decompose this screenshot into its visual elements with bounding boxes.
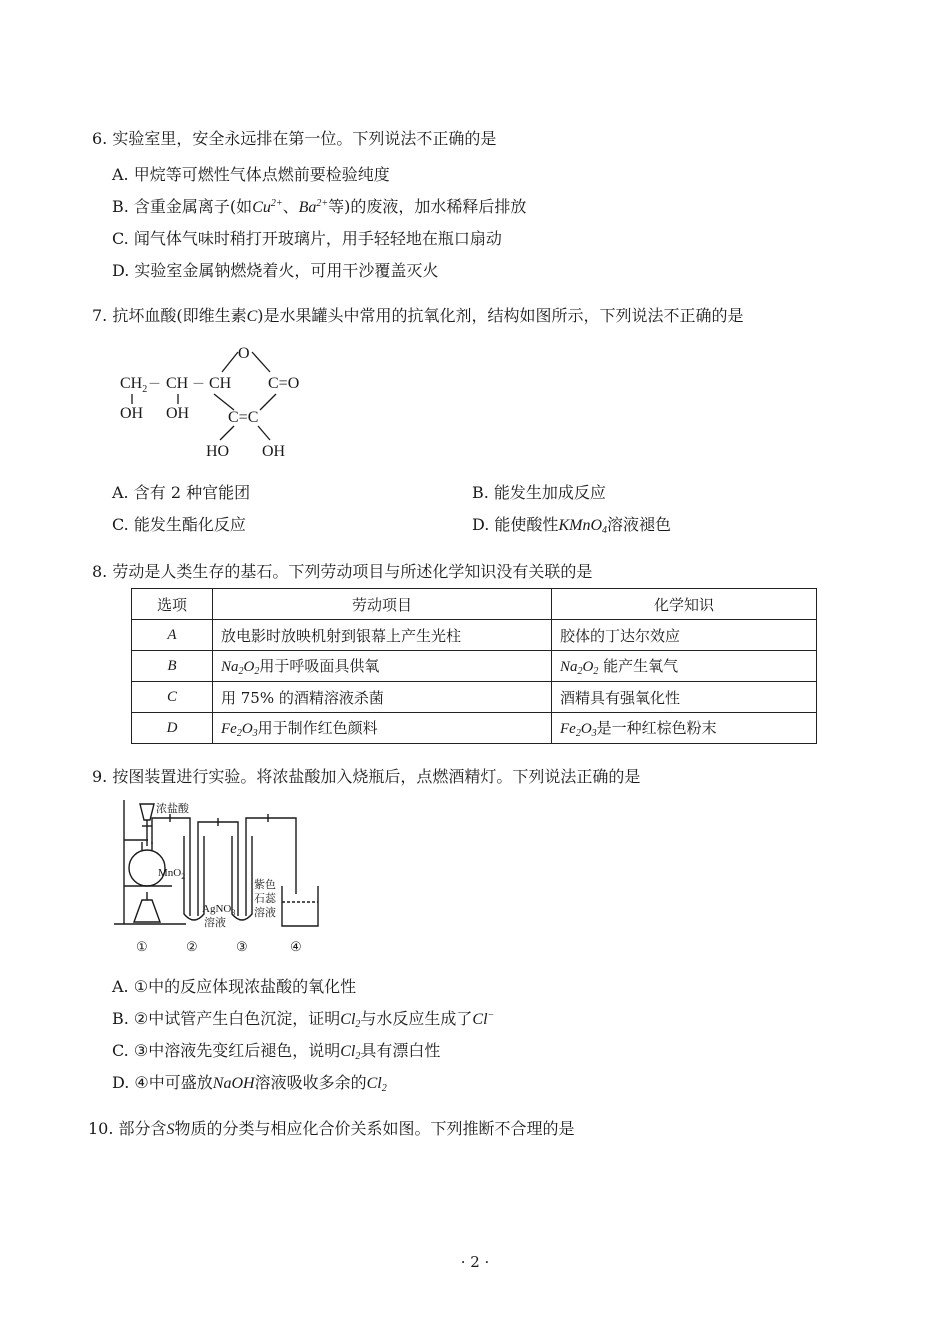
q9-option-c: C. ③中溶液先变红后褪色，说明$Cl_2$具有漂白性 (112, 1041, 441, 1062)
q7-option-c: C. 能发生酯化反应 (112, 515, 246, 534)
table-row: C 用 75% 的酒精溶液杀菌 酒精具有强氧化性 (132, 682, 817, 713)
svg-text:OH: OH (120, 405, 144, 422)
page-number: · 2 · (460, 1253, 490, 1271)
svg-text:CH: CH (166, 375, 189, 392)
svg-text:②: ② (186, 939, 198, 954)
svg-text:－: － (148, 376, 162, 391)
q9-option-b: B. ②中试管产生白色沉淀，证明$Cl_2$与水反应生成了Cl− (112, 1009, 495, 1030)
svg-text:O: O (238, 345, 250, 362)
mno2-label: MnO$_2$ (158, 867, 186, 881)
q6-option-b: B. 含重金属离子(如$Cu^{2+}$、$Ba^{2+}$等)的废液，加水稀释后排放 (112, 197, 527, 216)
ba-ion: $Ba^{2+}$ (298, 198, 329, 216)
q9-stem: 9. 按图装置进行实验。将浓盐酸加入烧瓶后，点燃酒精灯。下列说法正确的是 (92, 767, 641, 786)
q7-option-d: D. 能使酸性KMnO$_4$溶液褪色 (472, 515, 672, 536)
svg-text:－: － (192, 376, 206, 391)
q7-option-a: A. 含有 2 种官能团 (112, 483, 251, 502)
ascorbic-acid-structure (110, 338, 310, 466)
litmus-label: 紫色 (254, 879, 276, 891)
q6-option-c: C. 闻气体气味时稍打开玻璃片，用手轻轻地在瓶口扇动 (112, 229, 502, 248)
svg-text:CH: CH (209, 375, 232, 392)
table-row: A 放电影时放映机射到银幕上产生光柱 胶体的丁达尔效应 (132, 620, 817, 651)
chlorine-apparatus-diagram (112, 796, 338, 960)
header-knowledge: 化学知识 (552, 589, 817, 620)
q7-stem: 7. 抗坏血酸(即维生素C)是水果罐头中常用的抗氧化剂，结构如图所示，下列说法不正确的是 (92, 306, 744, 325)
table-row: D $Fe_2O_3$用于制作红色颜料 $Fe_2O_3$是一种红棕色粉末 (132, 713, 817, 744)
q6-option-a: A. 甲烷等可燃性气体点燃前要检验纯度 (112, 165, 390, 184)
svg-text:③: ③ (236, 939, 248, 954)
svg-text:OH: OH (262, 443, 286, 460)
q10-stem: 10. 部分含S物质的分类与相应化合价关系如图。下列推断不合理的是 (88, 1119, 575, 1138)
table-header-row (132, 589, 817, 620)
header-option: 选项 (132, 589, 213, 620)
svg-text:④: ④ (290, 939, 302, 954)
header-project: 劳动项目 (213, 589, 552, 620)
svg-text:石蕊: 石蕊 (254, 893, 276, 905)
cu-ion: $Cu^{2+}$ (252, 198, 283, 216)
labor-knowledge-table (131, 588, 817, 744)
svg-text:OH: OH (166, 405, 190, 422)
svg-text:HO: HO (206, 443, 230, 460)
svg-text:C=C: C=C (228, 409, 259, 426)
q7-option-b: B. 能发生加成反应 (472, 483, 606, 502)
svg-text:①: ① (136, 939, 148, 954)
q9-option-a: A. ①中的反应体现浓盐酸的氧化性 (112, 977, 357, 996)
q6-option-d: D. 实验室金属钠燃烧着火，可用干沙覆盖灭火 (112, 261, 439, 280)
q6-stem: 6. 实验室里，安全永远排在第一位。下列说法不正确的是 (92, 129, 497, 148)
q8-stem: 8. 劳动是人类生存的基石。下列劳动项目与所述化学知识没有关联的是 (92, 562, 593, 581)
q9-option-d: D. ④中可盛放NaOH溶液吸收多余的$Cl_2$ (112, 1073, 387, 1094)
svg-text:C=O: C=O (268, 375, 300, 392)
acid-label: 浓盐酸 (156, 803, 189, 815)
agno3-label: AgNO$_3$ (202, 903, 236, 917)
table-row: B $Na_2O_2$用于呼吸面具供氧 $Na_2O_2$ 能产生氧气 (132, 651, 817, 682)
svg-text:溶液: 溶液 (254, 907, 276, 919)
ch2-label: $CH_2$ (120, 375, 148, 395)
svg-text:溶液: 溶液 (204, 917, 226, 929)
